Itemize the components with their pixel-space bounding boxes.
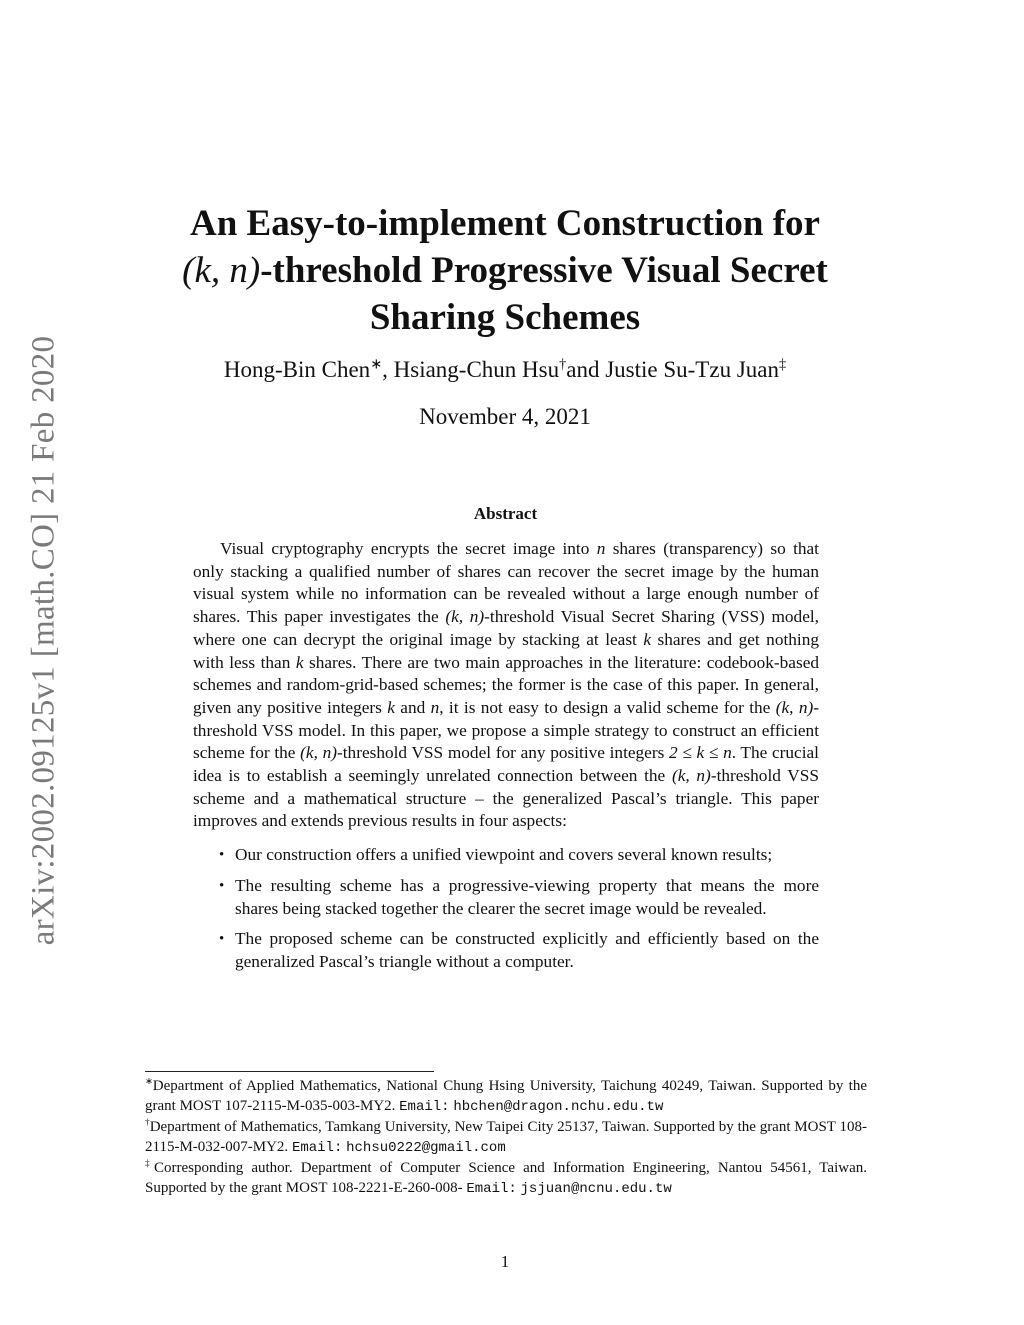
paper-date: November 4, 2021 <box>419 404 591 429</box>
abstract-text: Visual cryptography encrypts the secret image into <box>220 539 597 558</box>
math-kn: (k, n) <box>445 607 485 627</box>
arxiv-stamp-text: arXiv:2002.09125v1 [math.CO] 21 Feb 2020 <box>25 335 62 945</box>
math-n: n <box>430 697 440 717</box>
abstract-text: . The crucial idea is to establish a seemingly unrelated connection between the <box>193 743 819 786</box>
footnote-1 <box>145 1076 867 1117</box>
email-label: Email: <box>466 1181 517 1197</box>
list-item-text: The resulting scheme has a progressive-viewing property that means the more shares being stacked together the clearer the secret image would be revealed. <box>235 875 819 918</box>
author-2-mark: † <box>559 356 567 373</box>
email-label: Email: <box>399 1099 450 1115</box>
title-line-3: Sharing Schemes <box>369 297 641 338</box>
paper-title <box>130 200 880 341</box>
arxiv-stamp <box>23 330 65 950</box>
list-item <box>193 844 819 867</box>
footnote-1-mark: ∗ <box>145 1077 153 1087</box>
abstract-text: -threshold VSS scheme and a mathematical structure – the generalized Pascal’s triangle. This paper improves and extends previous results in four aspects: <box>193 766 819 831</box>
footnote-divider <box>145 1071 434 1072</box>
author-3: Justie Su-Tzu Juan <box>605 357 779 382</box>
abstract-text: , it is not easy to design a valid scheme for the <box>439 697 776 717</box>
abstract-heading: Abstract <box>473 504 538 523</box>
abstract-text: -threshold VSS model for any positive integers <box>337 743 670 763</box>
footnote-3 <box>145 1158 867 1199</box>
footnote-3-mark: ‡ <box>145 1159 155 1169</box>
page-number: 1 <box>500 1252 510 1271</box>
abstract-text: shares and get nothing with less than <box>193 629 819 672</box>
math-kn: (k, n) <box>775 697 814 717</box>
aspects-list <box>193 844 819 974</box>
list-item-text: Our construction offers a unified viewpoint and covers several known results; <box>235 845 773 865</box>
abstract-paragraph <box>193 538 819 833</box>
bullet-icon: • <box>219 877 225 894</box>
abstract-text: shares (transparency) so that only stacking a qualified number of shares can recover the secret image by the human visual system while no information can be revealed without a large enough number of shares. This paper investigates the <box>193 539 819 627</box>
title-math-kn: (k, n) <box>182 250 261 291</box>
author-separator-1: , <box>382 357 394 382</box>
list-item <box>193 875 819 920</box>
author-1-mark: ∗ <box>370 356 383 373</box>
list-item <box>193 928 819 973</box>
title-line-1: An Easy-to-implement Construction for <box>190 203 820 244</box>
footnote-1-text: Department of Applied Mathematics, National Chung Hsing University, Taichung 40249, Taiwan. Supported by the grant MOST 107-2115-M-035-003-MY2. <box>145 1078 867 1114</box>
bullet-icon: • <box>219 847 225 864</box>
footnotes <box>145 1076 867 1199</box>
title-line-2-rest: -threshold Progressive Visual Secret <box>260 250 828 291</box>
math-inequality: 2 ≤ k ≤ n <box>669 743 732 763</box>
author-3-mark: ‡ <box>778 356 787 373</box>
math-k: k <box>295 652 304 672</box>
abstract-text: -threshold Visual Secret Sharing (VSS) model, where one can decrypt the original image by stacking at least <box>193 607 819 649</box>
abstract-body <box>193 538 819 982</box>
abstract-text: -threshold VSS model. In this paper, we propose a simple strategy to construct an efficient scheme for the <box>193 697 819 763</box>
email-link[interactable]: hbchen@dragon.nchu.edu.tw <box>453 1099 664 1115</box>
footnote-2-text: Department of Mathematics, Tamkang University, New Taipei City 25137, Taiwan. Supported by the grant MOST 108-2115-M-032-007-MY2. <box>145 1119 867 1155</box>
email-link[interactable]: hchsu0222@gmail.com <box>346 1140 506 1156</box>
abstract-text: shares. There are two main approaches in the literature: codebook-based schemes and random-grid-based schemes; the former is the case of this paper. In general, given any positive integers <box>193 652 820 717</box>
email-link[interactable]: jsjuan@ncnu.edu.tw <box>520 1181 672 1197</box>
email-label: Email: <box>291 1140 343 1156</box>
footnote-2-mark: † <box>145 1118 150 1128</box>
math-n: n <box>596 539 606 558</box>
author-2: Hsiang-Chun Hsu <box>393 357 560 382</box>
math-k: k <box>643 629 652 649</box>
footnote-2 <box>145 1117 867 1158</box>
math-k: k <box>387 697 395 717</box>
abstract-text: and <box>394 697 431 717</box>
bullet-icon: • <box>219 931 225 948</box>
title-line-2 <box>130 247 880 294</box>
author-separator-2: and <box>566 357 606 382</box>
footnote-3-text: Corresponding author. Department of Computer Science and Information Engineering, Nantou 54561, Taiwan. Supported by the grant MOST 108-2221-E-260-008- <box>145 1160 867 1196</box>
math-kn: (k, n) <box>671 766 711 786</box>
author-1: Hong-Bin Chen <box>223 357 371 382</box>
author-list <box>130 357 880 383</box>
math-kn: (k, n) <box>300 743 337 763</box>
list-item-text: The proposed scheme can be constructed explicitly and efficiently based on the generalized Pascal’s triangle without a computer. <box>235 929 819 971</box>
